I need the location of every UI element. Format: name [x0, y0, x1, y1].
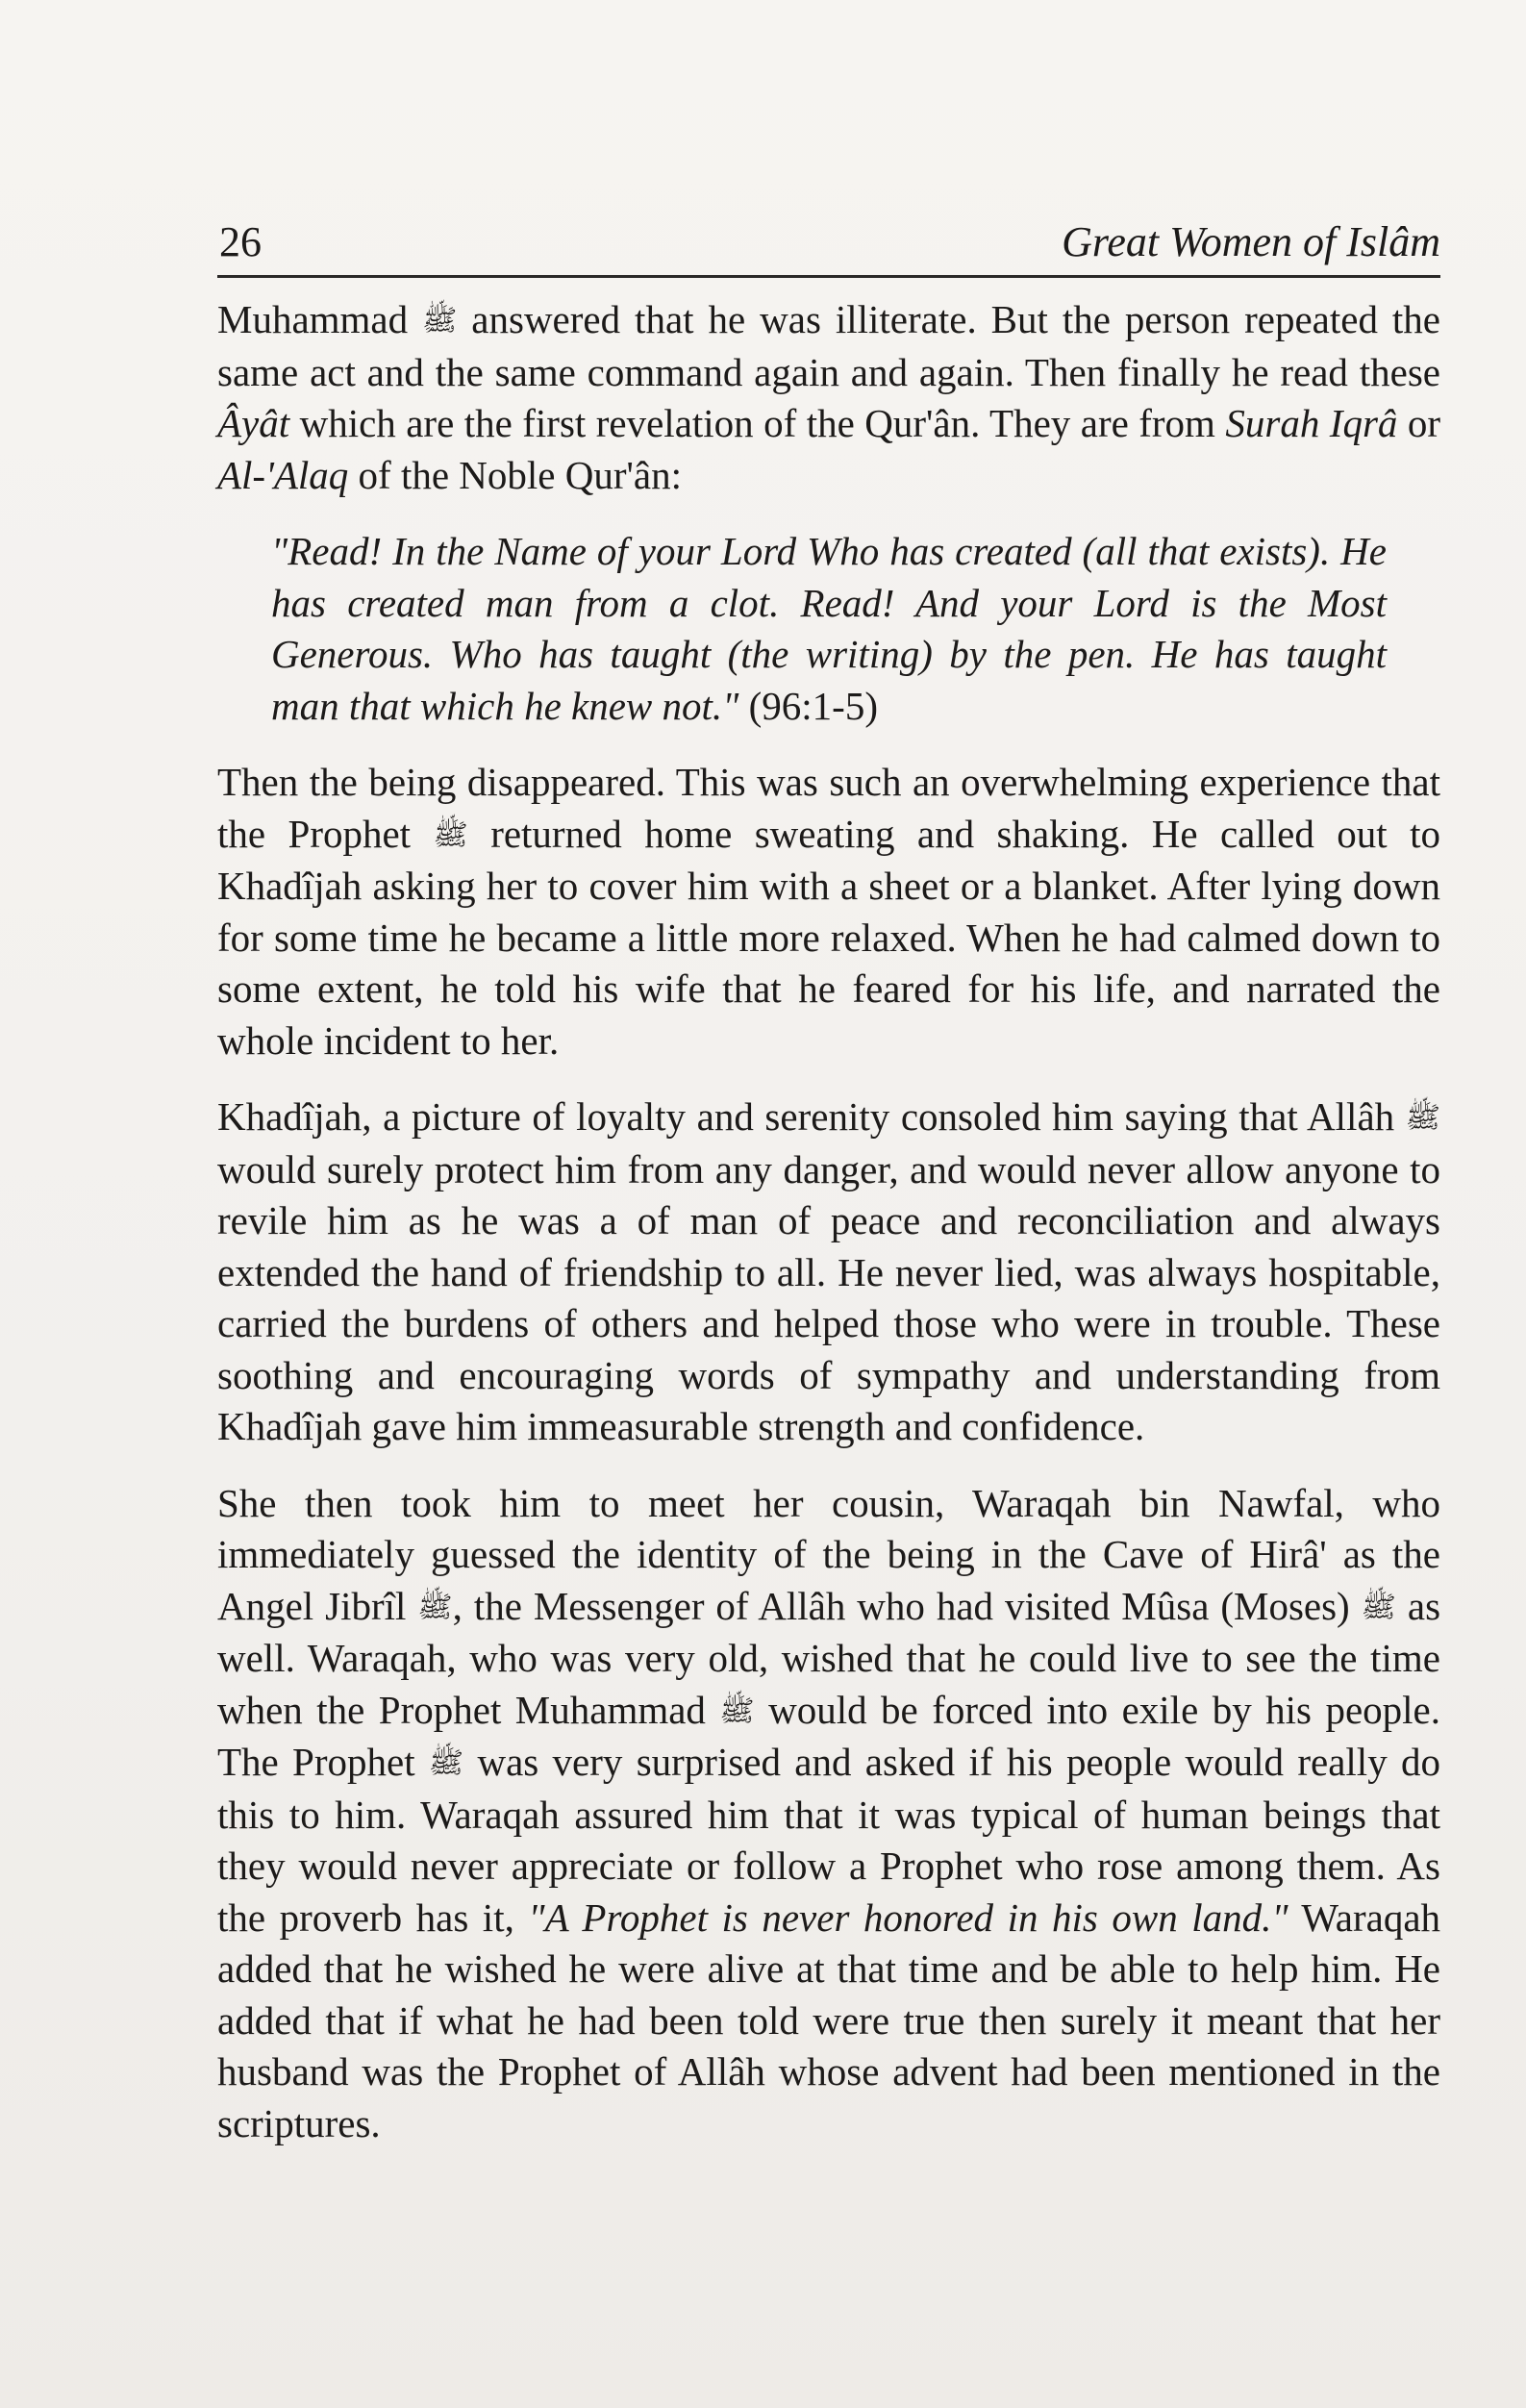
- text-span: would surely protect him from any danger, and would never allow anyone to revile him as he was a of man of peace and reconciliation and always extended the hand of friendship to all. He never lied, was always hospitable, carried the burdens of others and helped those who were in trouble. These soothing and encouraging words of sympathy and understanding from Khadîjah gave him immeasurable strength and confidence.: [217, 1146, 1440, 1448]
- body-text: [217, 294, 1440, 2174]
- text-span: returned home sweating and shaking. He called out to Khadîjah asking her to cover him with a sheet or a blanket. After lying down for some time he became a little more relaxed. When he had calmed down to some extent, he told his wife that he feared for his life, and narrated the whole incident to her.: [217, 811, 1441, 1063]
- text-span: , the Messenger of Allâh who had visited Mûsa (Moses): [452, 1583, 1350, 1628]
- term-alaq: Al-'Alaq: [217, 452, 349, 497]
- salutation-icon: ﷺ: [433, 818, 468, 851]
- page-number: 26: [219, 218, 262, 265]
- text-span: Then the being disappeared. This was such an overwhelming experience that the Prophet: [217, 760, 1440, 856]
- proverb-quote: "A Prophet is never honored in his own land.": [528, 1894, 1288, 1940]
- paragraph-3: [217, 1091, 1440, 1453]
- text-span: answered that he was illiterate. But the person repeated the same act and the same command again and again. Then finally he read these: [217, 297, 1441, 394]
- text-span: or: [1407, 401, 1441, 445]
- text-span: as well. Waraqah, who was very old, wished that he could live to see the time when the Prophet Muhammad: [217, 1583, 1441, 1732]
- text-span: Khadîjah, a picture of loyalty and serenity consoled him saying that Allâh: [217, 1094, 1395, 1139]
- quote-text: "Read! In the Name of your Lord Who has created (all that exists). He has created man from a clot. Read! And your Lord is the Most Generous. Who has taught (the writing) by the pen. He has taught man that which he knew not.": [271, 529, 1387, 728]
- text-span: Waraqah added that he wished he were alive at that time and be able to help him. He added that if what he had been told were true then surely it meant that her husband was the Prophet of Allâh whose advent had been mentioned in the scriptures.: [217, 1894, 1441, 2145]
- text-span: She then took him to meet her cousin, Waraqah bin Nawfal, who immediately guessed the identity of the being in the Cave of Hirâ' as the Angel Jibrîl: [217, 1480, 1440, 1628]
- peace-salutation-icon: ﷺ: [1361, 1591, 1396, 1623]
- paragraph-1: [217, 294, 1440, 501]
- running-title: Great Women of Islâm: [1062, 218, 1440, 265]
- text-span: Muhammad: [217, 297, 409, 341]
- text-span: would be forced into exile by his people. The Prophet: [217, 1687, 1440, 1784]
- salutation-icon: ﷺ: [719, 1694, 755, 1727]
- paragraph-4: [217, 1478, 1440, 2150]
- text-span: of the Noble Qur'ân:: [358, 452, 682, 497]
- text-span: was very surprised and asked if his people would really do this to him. Waraqah assured him that it was typical of human beings that they would never appreciate or follow a Prophet who rose among them. As the proverb has it,: [217, 1740, 1440, 1940]
- quote-reference: (96:1-5): [748, 683, 878, 728]
- page-header: [217, 213, 1440, 278]
- quran-quote: [271, 526, 1387, 732]
- salutation-icon: ﷺ: [422, 305, 458, 337]
- peace-salutation-icon: ﷺ: [417, 1591, 453, 1623]
- term-surah: Surah Iqrâ: [1225, 401, 1398, 445]
- salutation-icon: ﷺ: [1405, 1102, 1440, 1134]
- term-ayat: Âyât: [217, 401, 290, 445]
- text-span: which are the first revelation of the Qur'ân. They are from: [299, 401, 1215, 445]
- paragraph-2: [217, 757, 1440, 1066]
- salutation-icon: ﷺ: [428, 1747, 464, 1779]
